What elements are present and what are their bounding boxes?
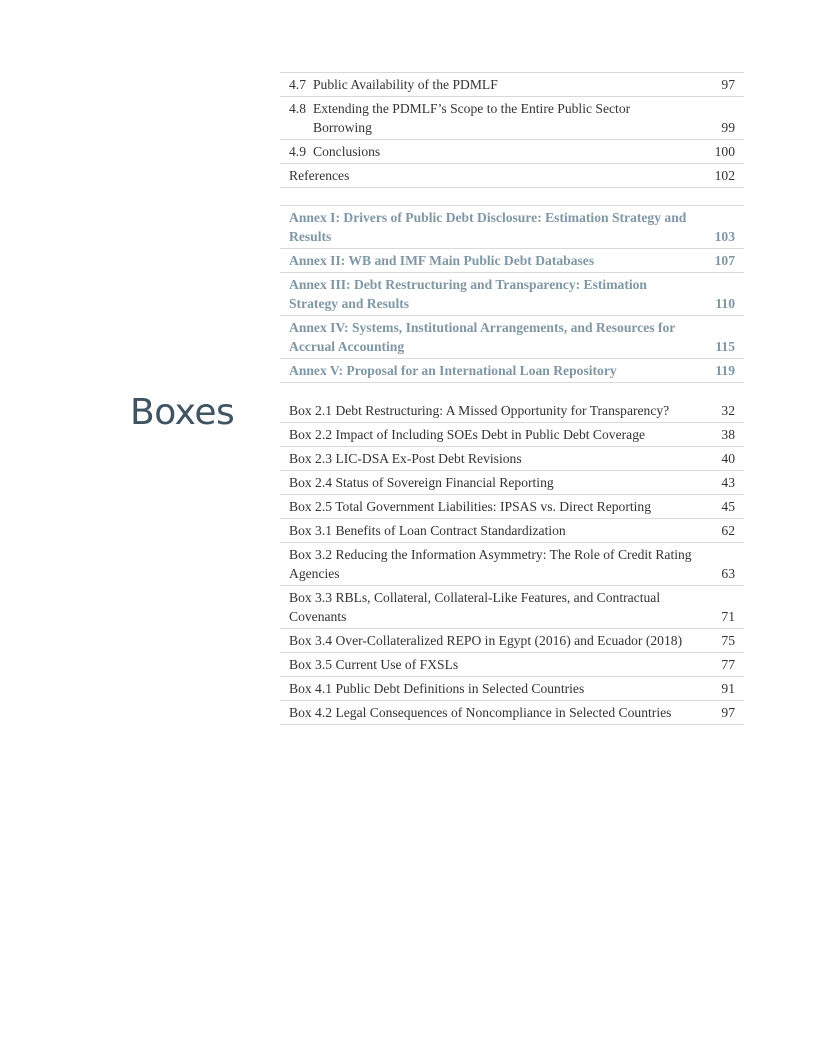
entry-page-number: 32 [721,403,735,418]
entry-title: Box 3.4 Over-Collateralized REPO in Egypt (2016) and Ecuador (2018) [289,633,683,648]
toc-sections-list [280,72,744,188]
toc-box-entry[interactable] [280,423,744,447]
entry-page-number: 91 [721,681,735,696]
entry-title: Box 2.5 Total Government Liabilities: IPSAS vs. Direct Reporting [289,499,652,514]
entry-page-number: 115 [715,339,735,354]
toc-entry-4-8[interactable] [280,97,744,140]
entry-page-number: 97 [721,77,735,92]
entry-title: Box 2.4 Status of Sovereign Financial Reporting [289,475,554,490]
entry-page-number: 110 [715,296,735,311]
entry-title: Annex III: Debt Restructuring and Transparency: Estimation Strategy and Results [289,277,647,311]
section-number: 4.9 [289,144,306,159]
section-number: 4.7 [289,77,306,92]
entry-title: Box 3.2 Reducing the Information Asymmetry: The Role of Credit Rating Agencies [289,547,692,581]
entry-title: Box 2.1 Debt Restructuring: A Missed Opportunity for Transparency? [289,403,670,418]
toc-box-entry[interactable] [280,447,744,471]
toc-boxes-list [280,399,744,725]
toc-annex-5[interactable] [280,359,744,383]
toc-box-entry[interactable] [280,471,744,495]
toc-box-entry[interactable] [280,543,744,586]
entry-title: Box 3.5 Current Use of FXSLs [289,657,459,672]
toc-annex-4[interactable] [280,316,744,359]
toc-annex-list [280,205,744,383]
toc-box-entry[interactable] [280,677,744,701]
entry-page-number: 77 [721,657,735,672]
entry-title: Annex V: Proposal for an International Loan Repository [289,363,617,378]
entry-page-number: 97 [721,705,735,720]
entry-title: Public Availability of the PDMLF [313,77,498,92]
entry-title: Annex I: Drivers of Public Debt Disclosure: Estimation Strategy and Results [289,210,687,244]
entry-page-number: 40 [721,451,735,466]
entry-page-number: 102 [714,168,735,183]
toc-annex-3[interactable] [280,273,744,316]
toc-entry-4-7[interactable] [280,72,744,97]
entry-title: Box 4.1 Public Debt Definitions in Selected Countries [289,681,585,696]
entry-title: Box 3.1 Benefits of Loan Contract Standardization [289,523,566,538]
entry-title: Box 4.2 Legal Consequences of Noncompliance in Selected Countries [289,705,672,720]
entry-page-number: 45 [721,499,735,514]
entry-page-number: 103 [714,229,735,244]
entry-page-number: 62 [721,523,735,538]
toc-box-entry[interactable] [280,629,744,653]
entry-page-number: 99 [721,120,735,135]
entry-page-number: 75 [721,633,735,648]
toc-box-entry[interactable] [280,495,744,519]
section-number: 4.8 [289,101,306,116]
entry-page-number: 100 [714,144,735,159]
toc-annex-2[interactable] [280,249,744,273]
entry-page-number: 43 [721,475,735,490]
entry-title: Box 3.3 RBLs, Collateral, Collateral-Like Features, and Contractual Covenants [289,590,661,624]
toc-box-entry[interactable] [280,519,744,543]
entry-title: Extending the PDMLF’s Scope to the Entire Public Sector Borrowing [313,101,631,135]
toc-box-entry[interactable] [280,701,744,725]
entry-title: Box 2.2 Impact of Including SOEs Debt in Public Debt Coverage [289,427,646,442]
toc-annex-1[interactable] [280,205,744,249]
entry-page-number: 71 [721,609,735,624]
entry-page-number: 63 [721,566,735,581]
toc-box-entry[interactable] [280,399,744,423]
toc-entry-references[interactable] [280,164,744,188]
entry-title: Annex IV: Systems, Institutional Arrangements, and Resources for Accrual Accounting [289,320,676,354]
entry-title: References [289,168,350,183]
toc-entry-4-9[interactable] [280,140,744,164]
toc-box-entry[interactable] [280,586,744,629]
toc-box-entry[interactable] [280,653,744,677]
boxes-heading: Boxes [130,392,235,433]
entry-title: Conclusions [313,144,381,159]
entry-page-number: 119 [715,363,735,378]
entry-page-number: 107 [714,253,735,268]
entry-title: Box 2.3 LIC-DSA Ex-Post Debt Revisions [289,451,522,466]
entry-title: Annex II: WB and IMF Main Public Debt Databases [289,253,595,268]
entry-page-number: 38 [721,427,735,442]
